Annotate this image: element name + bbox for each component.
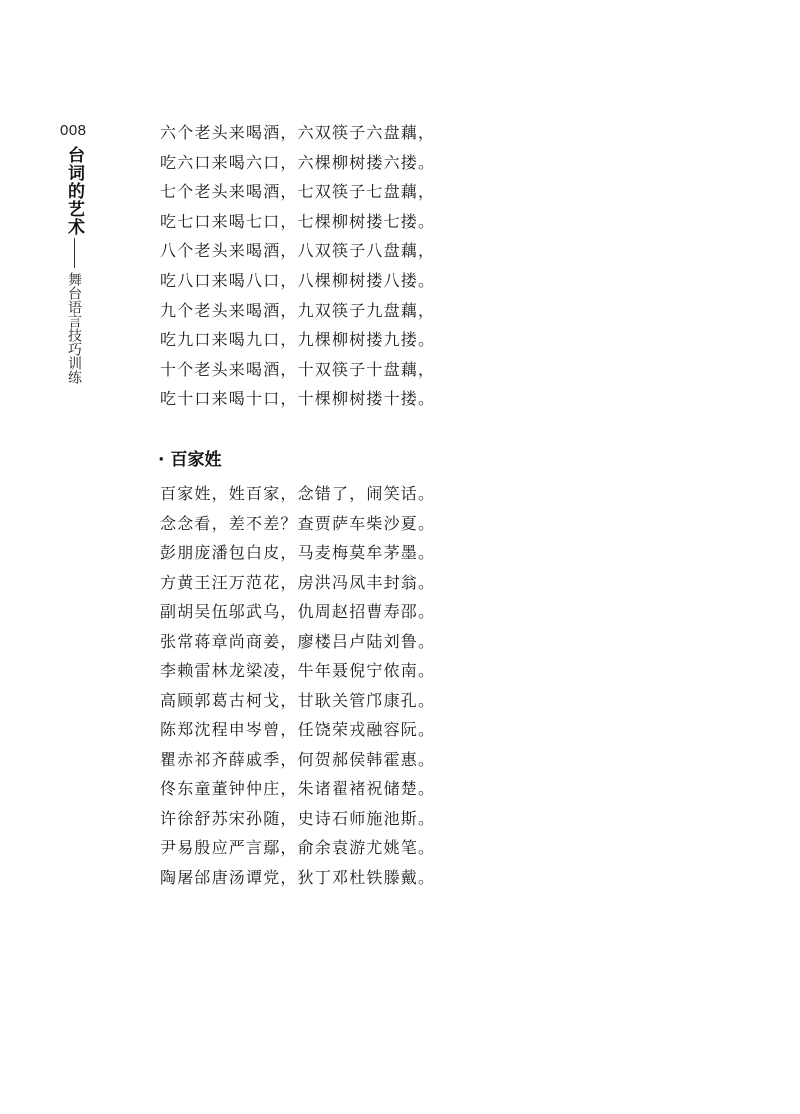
verse-line: 副胡吴伍邬武乌，仇周赵招曹寿邵。 [160, 602, 436, 621]
poem-line: 吃十口来喝十口，十棵柳树搂十搂。 [160, 389, 436, 409]
page-number: 008 [60, 122, 87, 139]
verse-line: 瞿赤祁齐薛戚季，何贺郝侯韩霍惠。 [160, 749, 436, 769]
section-heading [158, 446, 221, 474]
poem-line: 七个老头来喝酒，七双筷子七盘藕， [160, 182, 436, 202]
verse-line: 彭朋庞潘包白皮，马麦梅莫牟茅墨。 [160, 543, 436, 562]
verse-line: 百家姓，姓百家，念错了，闹笑话。 [160, 484, 436, 503]
verse-line: 陈郑沈程申岑曾，任饶荣戎融容阮。 [160, 720, 436, 739]
verse-line: 许徐舒苏宋孙随，史诗石师施池斯。 [160, 808, 436, 828]
book-subtitle: 舞台语言技巧训练 [66, 272, 82, 384]
section-heading-text: 百家姓 [170, 450, 222, 470]
tongue-twister-poem [160, 118, 435, 414]
title-dash [74, 238, 75, 268]
verse-line: 尹易殷应严言鄢，俞余袁游尤姚笔。 [160, 838, 436, 857]
poem-line: 吃七口来喝七口，七棵柳树搂七搂。 [160, 211, 436, 231]
poem-line: 八个老头来喝酒，八双筷子八盘藕， [160, 241, 436, 261]
poem-line: 吃六口来喝六口，六棵柳树搂六搂。 [160, 152, 436, 172]
running-header [63, 146, 85, 384]
surname-verse [160, 479, 435, 892]
verse-line: 方黄王汪万范花，房洪冯凤丰封翁。 [160, 572, 436, 592]
poem-line: 吃八口来喝八口，八棵柳树搂八搂。 [160, 270, 436, 290]
poem-line: 六个老头来喝酒，六双筷子六盘藕， [160, 123, 436, 142]
heading-bullet: · [158, 450, 165, 470]
verse-line: 李赖雷林龙梁凌，牛年聂倪宁侬南。 [160, 661, 436, 680]
verse-line: 念念看，差不差？查贾萨车柴沙夏。 [160, 513, 436, 533]
verse-line: 佟东童董钟仲庄，朱诸翟褚祝储楚。 [160, 779, 436, 798]
poem-line: 九个老头来喝酒，九双筷子九盘藕， [160, 300, 436, 320]
poem-line: 吃九口来喝九口，九棵柳树搂九搂。 [160, 330, 436, 350]
verse-line: 陶屠邰唐汤谭党，狄丁邓杜铁滕戴。 [160, 867, 436, 887]
book-title: 台词的艺术 [64, 146, 84, 236]
poem-line: 十个老头来喝酒，十双筷子十盘藕， [160, 359, 436, 379]
verse-line: 高顾郭葛古柯戈，甘耿关管邝康孔。 [160, 690, 436, 710]
verse-line: 张常蒋章尚商姜，廖楼吕卢陆刘鲁。 [160, 631, 436, 651]
